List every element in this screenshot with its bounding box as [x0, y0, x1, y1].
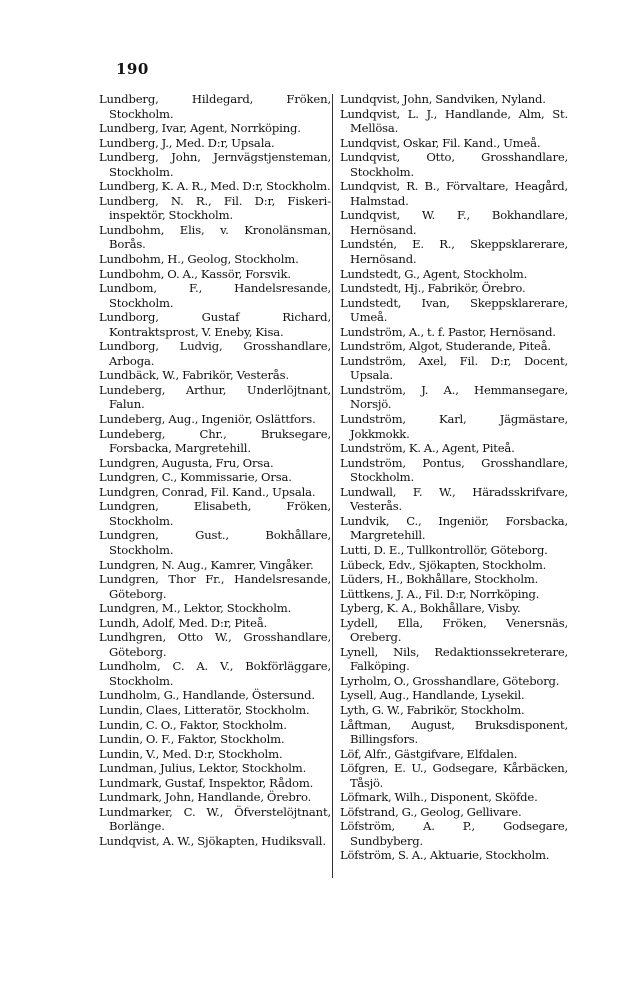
directory-entry: Lynell, Nils, Redaktionssekreterare, Falköping. — [340, 644, 568, 674]
directory-entry: Lundberg, K. A. R., Med. D:r, Stockholm. — [99, 179, 331, 194]
directory-entry: Lundholm, C. A. V., Bokförläggare, Stockholm. — [99, 659, 331, 688]
directory-entry: Lundström, Algot, Studerande, Piteå. — [340, 339, 551, 354]
directory-entry: Lundbom, F., Handelsresande, Stockholm. — [99, 281, 331, 310]
directory-entry: Lundmark, Gustaf, Inspektor, Rådom. — [99, 775, 314, 790]
directory-entry: Lundström, A., t. f. Pastor, Hernösand. — [340, 324, 556, 339]
directory-entry: Löfström, A. P., Godsegare, Sundbyberg. — [340, 819, 568, 848]
directory-entry: Lundberg, J., Med. D:r, Upsala. — [99, 135, 275, 150]
directory-entry: Löfstrand, G., Geolog, Gellivare. — [340, 804, 522, 819]
directory-entry: Lundström, J. A., Hemmansegare, Norsjö. — [340, 382, 568, 412]
directory-entry: Lundqvist, R. B., Förvaltare, Heagård, Halmstad. — [340, 179, 568, 208]
directory-entry: Lundin, V., Med. D:r, Stockholm. — [99, 746, 283, 761]
directory-entry: Lundbohm, H., Geolog, Stockholm. — [99, 252, 299, 267]
left-column — [99, 92, 331, 848]
directory-entry: Lundbohm, Elis, v. Kronolänsman, Borås. — [99, 222, 331, 252]
directory-entry: Lundgren, Gust., Bokhållare, Stockholm. — [99, 528, 331, 557]
directory-entry: Lundqvist, L. J., Handlande, Alm, St. Mellösa. — [340, 106, 568, 136]
directory-entry: Lundberg, N. R., Fil. D:r, Fiskeri-inspektör, Stockholm. — [99, 193, 331, 223]
directory-entry: Lundstedt, G., Agent, Stockholm. — [340, 266, 528, 281]
directory-entry: Lundmarker, C. W., Öfverstelöjtnant, Borlänge. — [99, 804, 331, 834]
directory-entry: Lundwall, F. W., Häradsskrifvare, Vesterås. — [340, 484, 568, 514]
right-column — [340, 92, 568, 863]
directory-entry: Lundborg, Ludvig, Grosshandlare, Arboga. — [99, 339, 331, 368]
directory-entry: Lutti, D. E., Tullkontrollör, Göteborg. — [340, 542, 548, 557]
directory-entry: Lundh, Adolf, Med. D:r, Piteå. — [99, 615, 268, 630]
directory-entry: Lundqvist, A. W., Sjökapten, Hudiksvall. — [99, 833, 326, 848]
directory-entry: Lundström, Pontus, Grosshandlare, Stockholm. — [340, 455, 568, 485]
directory-entry: Lüders, H., Bokhållare, Stockholm. — [340, 572, 539, 587]
directory-entry: Lundmark, John, Handlande, Örebro. — [99, 790, 312, 805]
page-number: 190 — [116, 60, 149, 78]
directory-entry: Lydell, Ella, Fröken, Venersnäs, Oreberg. — [340, 615, 568, 645]
directory-entry: Lundqvist, Oskar, Fil. Kand., Umeå. — [340, 135, 541, 150]
directory-entry: Lundgren, Elisabeth, Fröken, Stockholm. — [99, 499, 331, 528]
directory-entry: Lundström, Axel, Fil. D:r, Docent, Upsala. — [340, 353, 568, 383]
directory-entry: Lundbäck, W., Fabrikör, Vesterås. — [99, 368, 289, 383]
directory-entry: Lundgren, N. Aug., Kamrer, Vingåker. — [99, 557, 314, 572]
directory-entry: Lundberg, Ivar, Agent, Norrköping. — [99, 121, 301, 136]
directory-entry: Lyrholm, O., Grosshandlare, Göteborg. — [340, 673, 560, 688]
directory-entry: Lundstén, E. R., Skeppsklarerare, Hernösand. — [340, 237, 568, 267]
directory-entry: Lyth, G. W., Fabrikör, Stockholm. — [340, 702, 525, 717]
directory-entry: Lundström, Karl, Jägmästare, Jokkmokk. — [340, 412, 568, 441]
directory-entry: Lundin, O. F., Faktor, Stockholm. — [99, 732, 285, 747]
directory-entry: Lundborg, Gustaf Richard, Kontraktsprost, V. Eneby, Kisa. — [99, 310, 331, 339]
directory-entry: Lundin, Claes, Litteratör, Stockholm. — [99, 702, 310, 717]
directory-entry: Löfström, S. A., Aktuarie, Stockholm. — [340, 848, 550, 863]
directory-entry: Lundgren, Augusta, Fru, Orsa. — [99, 455, 274, 470]
directory-entry: Lundhgren, Otto W., Grosshandlare, Göteborg. — [99, 630, 331, 659]
directory-entry: Lundeberg, Aug., Ingeniör, Oslättfors. — [99, 412, 316, 427]
directory-entry: Lundberg, John, Jernvägstjensteman, Stockholm. — [99, 150, 331, 179]
directory-entry: Lundstedt, Ivan, Skeppsklarerare, Umeå. — [340, 295, 568, 325]
directory-entry: Lyberg, K. A., Bokhållare, Visby. — [340, 601, 521, 616]
directory-entry: Lundin, C. O., Faktor, Stockholm. — [99, 717, 287, 732]
directory-entry: Löfgren, E. U., Godsegare, Kårbäcken, Tåsjö. — [340, 761, 568, 790]
directory-entry: Lundgren, M., Lektor, Stockholm. — [99, 601, 292, 616]
directory-entry: Lundstedt, Hj., Fabrikör, Örebro. — [340, 281, 526, 296]
directory-entry: Löf, Alfr., Gästgifvare, Elfdalen. — [340, 746, 518, 761]
directory-entry: Löfmark, Wilh., Disponent, Sköfde. — [340, 790, 538, 805]
directory-entry: Lundqvist, John, Sandviken, Nyland. — [340, 92, 546, 106]
directory-entry: Lundbohm, O. A., Kassör, Forsvik. — [99, 266, 291, 281]
directory-entry: Lysell, Aug., Handlande, Lysekil. — [340, 688, 525, 703]
directory-entry: Lundvik, C., Ingeniör, Forsbacka, Margretehill. — [340, 513, 568, 543]
directory-entry: Lundström, K. A., Agent, Piteå. — [340, 441, 515, 456]
column-divider — [332, 94, 333, 878]
directory-entry: Lundqvist, W. F., Bokhandlare, Hernösand. — [340, 208, 568, 237]
directory-entry: Lundholm, G., Handlande, Östersund. — [99, 688, 315, 703]
directory-entry: Lundberg, Hildegard, Fröken, Stockholm. — [99, 92, 331, 121]
directory-entry: Lüttkens, J. A., Fil. D:r, Norrköping. — [340, 586, 540, 601]
directory-entry: Lundgren, Thor Fr., Handelsresande, Göteborg. — [99, 572, 331, 601]
directory-entry: Lübeck, Edv., Sjökapten, Stockholm. — [340, 557, 547, 572]
directory-entry: Lundgren, C., Kommissarie, Orsa. — [99, 470, 292, 485]
directory-entry: Lundeberg, Arthur, Underlöjtnant, Falun. — [99, 382, 331, 412]
directory-entry: Låftman, August, Bruksdisponent, Billingsfors. — [340, 717, 568, 747]
directory-entry: Lundgren, Conrad, Fil. Kand., Upsala. — [99, 484, 316, 499]
directory-entry: Lundman, Julius, Lektor, Stockholm. — [99, 761, 307, 776]
directory-entry: Lundeberg, Chr., Bruksegare, Forsbacka, Margretehill. — [99, 426, 331, 456]
directory-entry: Lundqvist, Otto, Grosshandlare, Stockholm. — [340, 150, 568, 179]
